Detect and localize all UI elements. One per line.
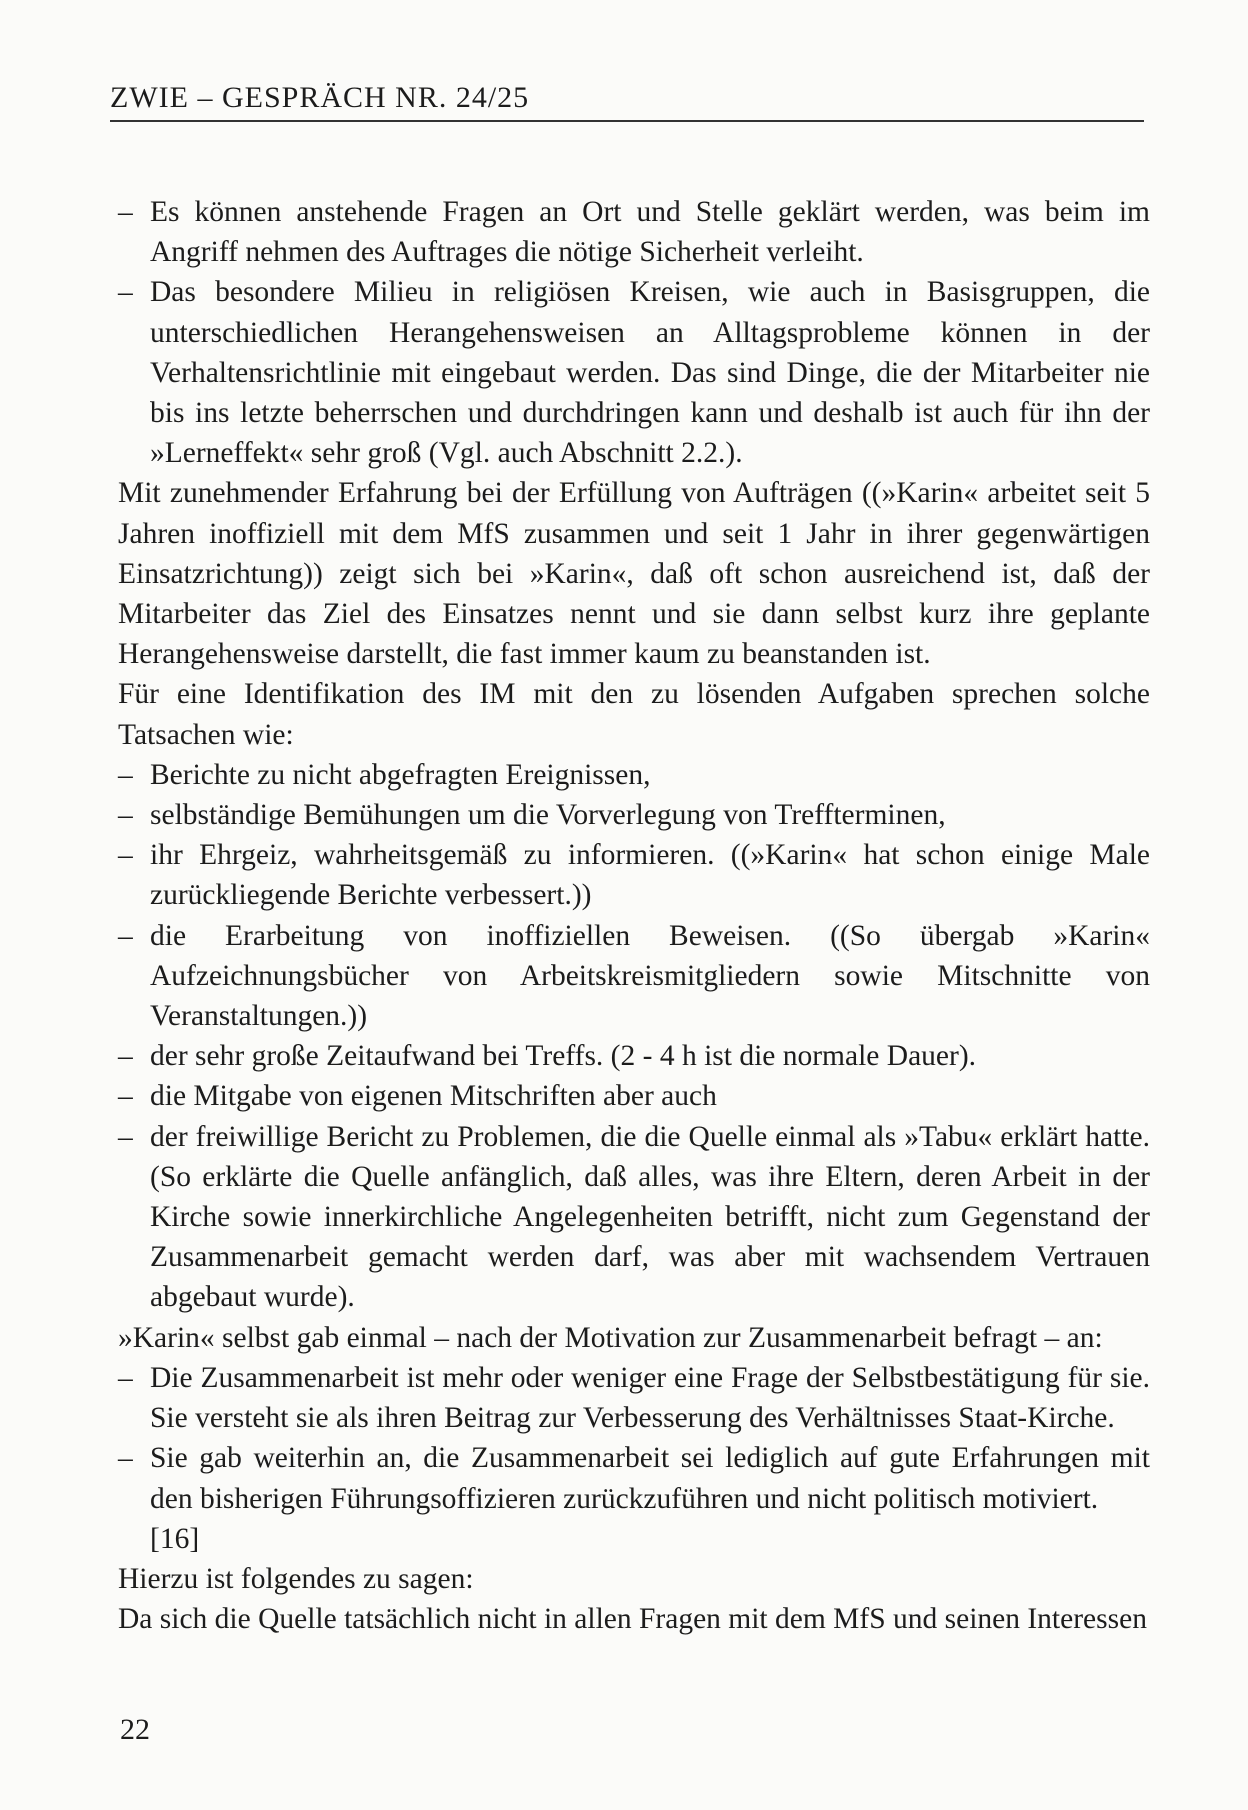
list-dash: – <box>118 1361 133 1394</box>
running-header <box>110 80 1144 122</box>
list-item <box>118 1358 1150 1438</box>
document-body <box>118 192 1150 1639</box>
list-dash: – <box>118 1442 133 1475</box>
list-item <box>118 916 1150 1037</box>
list-item-text: Es können anstehende Fragen an Ort und Stelle geklärt werden, was beim im Angriff nehmen des Auftrages die nötige Sicherheit verleiht. <box>150 196 1150 269</box>
list-item-text: Das besondere Milieu in religiösen Kreisen, wie auch in Basisgruppen, die unterschiedlichen Herangehensweisen an Alltagsprobleme können in der Verhaltensrichtlinie mit eingebaut werden. Das sind Dinge, die der Mitarbeiter nie bis ins letzte beherrschen und durchdringen kann und deshalb ist auch für ihn der »Lerneffekt« sehr groß (Vgl. auch Abschnitt 2.2.). <box>150 276 1150 470</box>
list-item-text: ihr Ehrgeiz, wahrheitsgemäß zu informieren. ((»Karin« hat schon einige Male zurückliegende Berichte verbessert.)) <box>150 839 1150 912</box>
list-item-text: selbständige Bemühungen um die Vorverlegung von Treffterminen, <box>150 799 946 832</box>
list-item <box>118 755 1150 795</box>
list-item-text: der freiwillige Bericht zu Problemen, die die Quelle einmal als »Tabu« erklärt hatte. (So erklärte die Quelle anfänglich, daß alles, was ihre Eltern, deren Arbeit in der Kirche sowie innerkirchliche Angelegenheiten betrifft, nicht zum Gegenstand der Zusammenarbeit gemacht werden darf, was aber mit wachsendem Vertrauen abgebaut wurde). <box>150 1120 1150 1314</box>
list-item <box>118 1036 1150 1076</box>
list-dash: – <box>118 1080 133 1113</box>
list-dash: – <box>118 196 133 228</box>
list-item <box>118 192 1150 272</box>
list-dash: – <box>118 1040 133 1073</box>
paragraph: Hierzu ist folgendes zu sagen: <box>118 1562 474 1595</box>
list-dash: – <box>118 919 133 952</box>
list-item <box>118 1117 1150 1318</box>
list-dash: – <box>118 758 133 791</box>
list-item-text: Berichte zu nicht abgefragten Ereignissen, <box>150 758 651 791</box>
footnote-reference: [16] <box>150 1522 200 1555</box>
list-item-text: der sehr große Zeitaufwand bei Treffs. (2 - 4 h ist die normale Dauer). <box>150 1040 977 1073</box>
list-item <box>118 1438 1150 1518</box>
list-item <box>118 272 1150 473</box>
list-dash: – <box>118 799 133 832</box>
header-title: ZWIE – GESPRÄCH NR. 24/25 <box>110 81 530 114</box>
list-item-text: Die Zusammenarbeit ist mehr oder weniger eine Frage der Selbstbestätigung für sie. Sie versteht sie als ihren Beitrag zur Verbesserung des Verhältnisses Staat-Kirche. <box>150 1361 1150 1435</box>
list-item-text: Sie gab weiterhin an, die Zusammenarbeit sei lediglich auf gute Erfahrungen mit den bisherigen Führungsoffizieren zurückzuführen und nicht politisch motiviert. <box>150 1442 1150 1515</box>
list-item-text: die Erarbeitung von inoffiziellen Beweisen. ((So übergab »Karin« Aufzeichnungsbücher von Arbeitskreismitgliedern sowie Mitschnitte von Veranstaltungen.)) <box>150 919 1150 1033</box>
paragraph: Da sich die Quelle tatsächlich nicht in allen Fragen mit dem MfS und seinen Interessen <box>118 1603 1147 1636</box>
list-dash: – <box>118 276 133 309</box>
list-item <box>118 1076 1150 1116</box>
list-dash: – <box>118 1120 133 1153</box>
paragraph: Für eine Identifikation des IM mit den zu lösenden Aufgaben sprechen solche Tatsachen wie: <box>118 678 1150 751</box>
list-dash: – <box>118 839 133 872</box>
list-item <box>118 795 1150 835</box>
paragraph: »Karin« selbst gab einmal – nach der Motivation zur Zusammenarbeit befragt – an: <box>118 1321 1103 1354</box>
list-item-text: die Mitgabe von eigenen Mitschriften aber auch <box>150 1080 717 1113</box>
page-number: 22 <box>120 1713 150 1746</box>
list-item <box>118 835 1150 915</box>
paragraph: Mit zunehmender Erfahrung bei der Erfüllung von Aufträgen ((»Karin« arbeitet seit 5 Jahren inoffiziell mit dem MfS zusammen und seit 1 Jahr in ihrer gegenwärtigen Einsatzrichtung)) zeigt sich bei »Karin«, daß oft schon ausreichend ist, daß der Mitarbeiter das Ziel des Einsatzes nennt und sie dann selbst kurz ihre geplante Herangehensweise darstellt, die fast immer kaum zu beanstanden ist. <box>118 477 1150 671</box>
